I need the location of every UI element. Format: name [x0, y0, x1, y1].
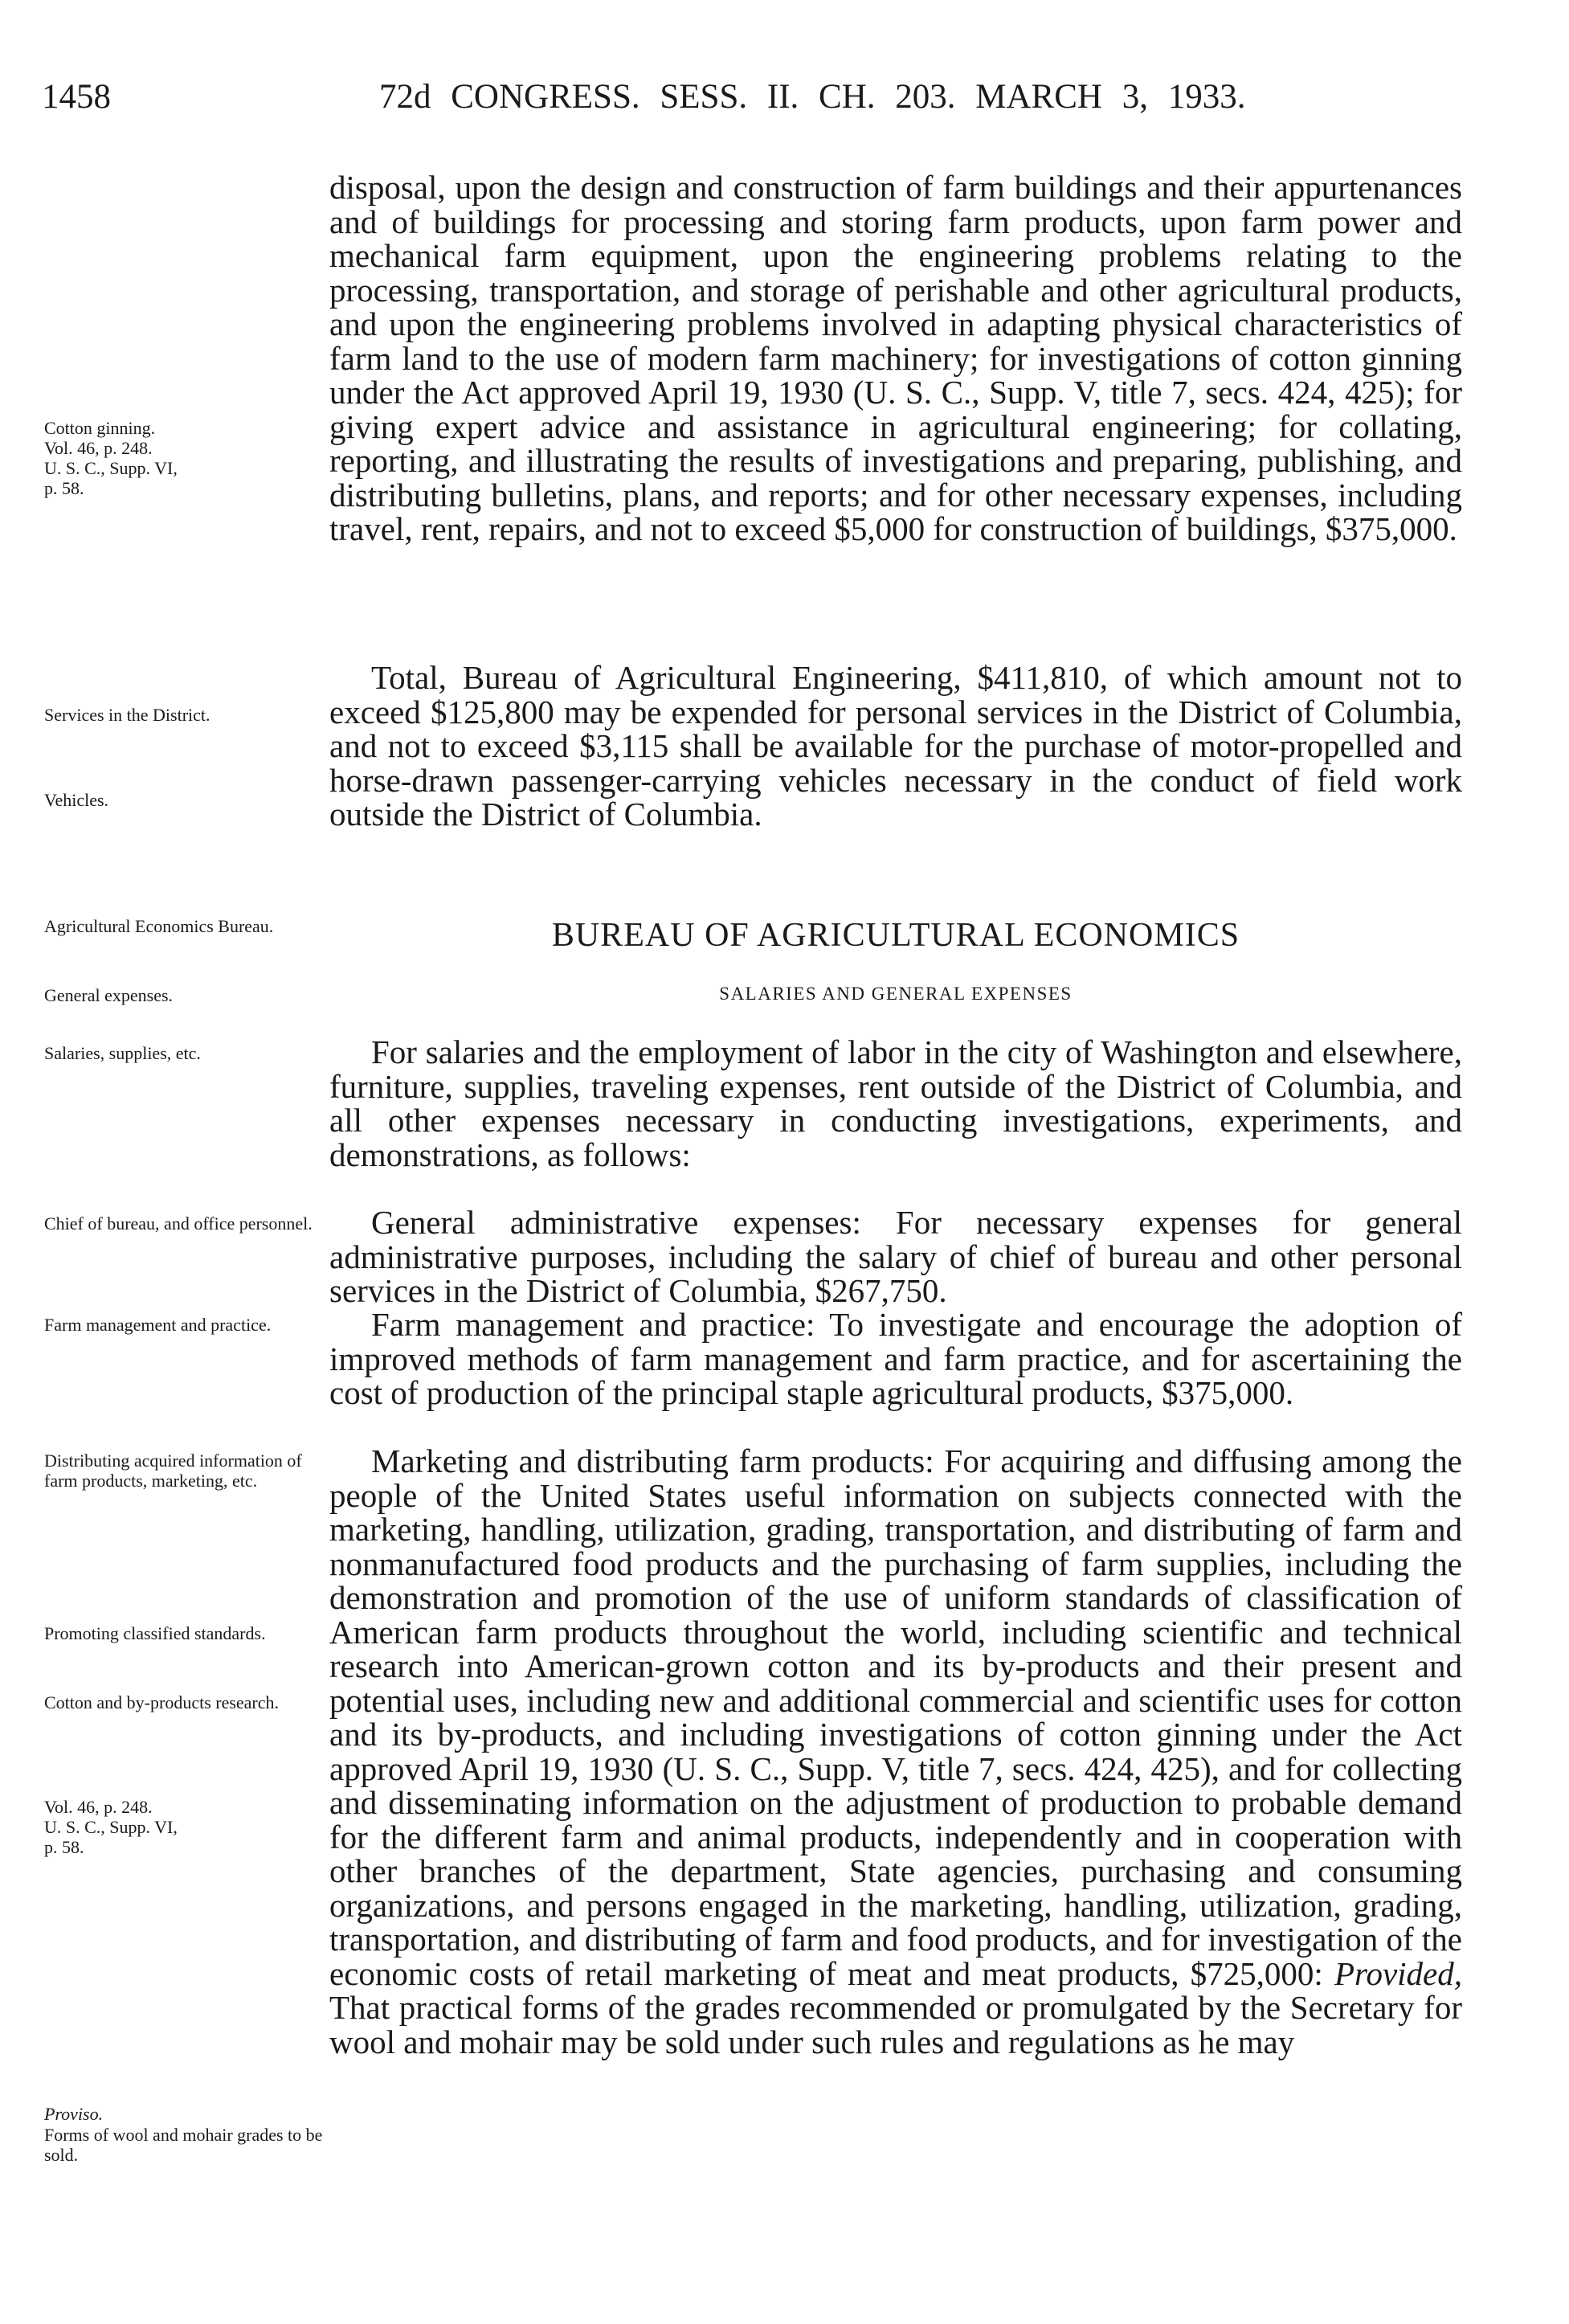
margin-note-vehicles: Vehicles. — [44, 790, 109, 810]
margin-note-services-district: Services in the District. — [44, 705, 210, 725]
paragraph-marketing — [329, 1444, 1462, 2059]
margin-note-vol46: Vol. 46, p. 248. U. S. C., Supp. VI, p. 58. — [44, 1797, 178, 1857]
page-number: 1458 — [42, 78, 111, 116]
marketing-text: Marketing and distributing farm products: For acquiring and diffusing among the people of the United States useful information on subjects connected with the marketing, handling, utilization, grading, transportation, and distributing of farm and nonmanufactured food products and the purchasing of farm supplies, including the demonstration and promotion of the use of uniform standards of classification of American farm products throughout the world, including scientific and technical research into American-grown cotton and its by-products and their present and potential uses, including new and additional commercial and scientific uses for cotton and its by-products, and including investigations of cotton ginning under the Act approved April 19, 1930 (U. S. C., Supp. V, title 7, secs. 424, 425), and for collecting and disseminating information on the adjustment of production to probable demand for the different farm and animal products, independently and in cooperation with other branches of the department, State agencies, purchasing and consuming organizations, and persons engaged in the marketing, handling, utilization, grading, transportation, and distributing of farm and food products, and for investigation of the economic costs of retail marketing of meat and meat products, $725,000: — [329, 1442, 1462, 1992]
paragraph-salaries: For salaries and the employment of labor in the city of Washington and elsewhere, furniture, supplies, traveling expenses, rent outside of the District of Columbia, and all other expenses necessary in conducting investigations, experiments, and demonstrations, as follows: — [329, 1033, 1462, 1173]
provided-italic: Provided, — [1334, 1954, 1462, 1992]
margin-note-chief-of-bureau: Chief of bureau, and office personnel. — [44, 1213, 313, 1234]
margin-note-proviso: Proviso. — [44, 2104, 104, 2124]
section-heading: BUREAU OF AGRICULTURAL ECONOMICS — [551, 917, 1240, 954]
running-title: 72d CONGRESS. SESS. II. CH. 203. MARCH 3, 1933. — [379, 78, 1246, 116]
paragraph-general-administrative: General administrative expenses: For necessary expenses for general administrative purposes, including the salary of chief of bureau and other personal services in the District of Columbia, $267,750. — [329, 1204, 1462, 1309]
margin-note-wool-mohair: Forms of wool and mohair grades to be sold. — [44, 2125, 323, 2165]
margin-note-cotton-research: Cotton and by-products research. — [44, 1692, 280, 1712]
margin-note-distributing: Distributing acquired information of farm products, marketing, etc. — [44, 1450, 302, 1491]
sub-heading: SALARIES AND GENERAL EXPENSES — [719, 984, 1073, 1004]
paragraph-total-engineering: Total, Bureau of Agricultural Engineering, $411,810, of which amount not to exceed $125,800 may be expended for personal services in the District of Columbia, and not to exceed $3,115 shall be available for the purchase of motor-propelled and horse-drawn passenger-carrying vehicles necessary in the conduct of field work outside the District of Columbia. — [329, 659, 1462, 833]
proviso-text: That practical forms of the grades recommended or promulgated by the Secretary for wool and mohair may be sold under such rules and regulations as he may — [329, 1989, 1462, 2060]
margin-note-salaries: Salaries, supplies, etc. — [44, 1043, 201, 1063]
margin-note-farm-management: Farm management and practice. — [44, 1315, 272, 1335]
margin-note-ag-econ-bureau: Agricultural Economics Bureau. — [44, 916, 274, 936]
paragraph-farm-management: Farm management and practice: To investigate and encourage the adoption of improved methods of farm management and farm practice, and for ascertaining the cost of production of the principal staple agricultural products, $375,000. — [329, 1306, 1462, 1411]
margin-note-general-expenses: General expenses. — [44, 985, 174, 1005]
paragraph-engineering-continued: disposal, upon the design and construction of farm buildings and their appurtenances and of buildings for processing and storing farm products, upon farm power and mechanical farm equipment, upon the engineering problems relating to the processing, transportation, and storage of perishable and other agricultural products, and upon the engineering problems involved in adapting physical characteristics of farm land to the use of modern farm machinery; for investigations of cotton ginning under the Act approved April 19, 1930 (U. S. C., Supp. V, title 7, secs. 424, 425); for giving expert advice and assistance in agricultural engineering; for collating, reporting, and illustrating the results of investigations and preparing, publishing, and distributing bulletins, plans, and reports; and for other necessary expenses, including travel, rent, repairs, and not to exceed $5,000 for construction of buildings, $375,000. — [329, 169, 1462, 547]
page-header — [42, 77, 1527, 133]
margin-note-cotton-ginning: Cotton ginning. Vol. 46, p. 248. U. S. C., Supp. VI, p. 58. — [44, 418, 178, 498]
margin-note-promoting-standards: Promoting classified standards. — [44, 1623, 266, 1643]
